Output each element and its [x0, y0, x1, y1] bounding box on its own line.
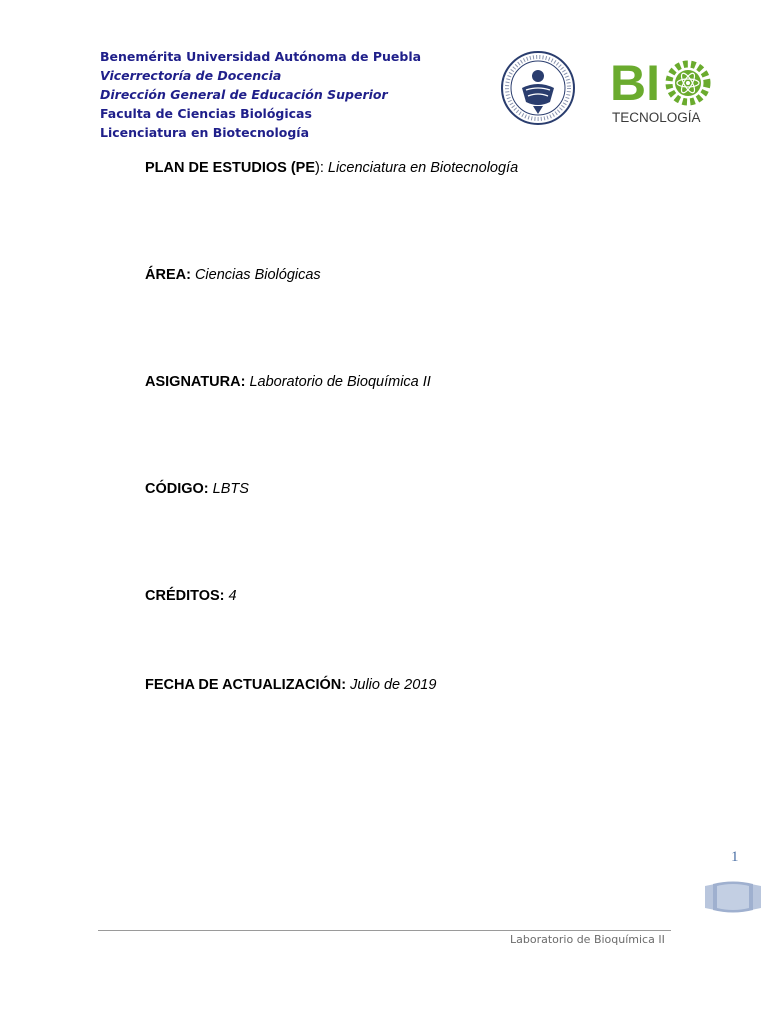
header-facultad: Faculta de Ciencias Biológicas [100, 106, 312, 121]
field-fecha-actualizacion [145, 677, 436, 693]
buap-seal-icon [500, 50, 576, 126]
field-asignatura [145, 374, 431, 390]
creditos-value: 4 [228, 588, 237, 604]
header-vicerrectoria: Vicerrectoría de Docencia [100, 68, 282, 83]
atom-gear-icon [669, 64, 707, 102]
fecha-value: Julio de 2019 [350, 677, 437, 693]
codigo-label: CÓDIGO: [145, 481, 209, 497]
asignatura-label: ASIGNATURA: [145, 374, 246, 390]
field-plan-estudios [145, 160, 518, 176]
page-tab-decoration [703, 880, 763, 914]
fecha-label: FECHA DE ACTUALIZACIÓN: [145, 677, 347, 693]
institution-header [100, 47, 421, 142]
field-creditos [145, 588, 237, 604]
field-codigo [145, 481, 249, 497]
header-university: Benemérita Universidad Autónoma de Puebla [100, 49, 422, 64]
header-direccion: Dirección General de Educación Superior [100, 87, 388, 102]
page-number: 1 [731, 849, 739, 865]
bio-logo-letters: BI [610, 55, 660, 111]
footer-divider [98, 930, 671, 931]
footer-document-title: Laboratorio de Bioquímica II [510, 933, 665, 946]
plan-label: PLAN DE ESTUDIOS (PE [145, 160, 315, 176]
area-label: ÁREA: [145, 267, 191, 283]
plan-label-tail: ): [315, 160, 324, 176]
header-licenciatura: Licenciatura en Biotecnología [100, 125, 310, 140]
creditos-label: CRÉDITOS: [145, 588, 225, 604]
asignatura-value: Laboratorio de Bioquímica II [249, 374, 431, 390]
codigo-value: LBTS [212, 481, 249, 497]
biotecnologia-logo [610, 54, 714, 126]
area-value: Ciencias Biológicas [194, 267, 321, 283]
plan-value: Licenciatura en Biotecnología [327, 160, 519, 176]
field-area [145, 267, 321, 283]
bio-logo-subtitle: TECNOLOGÍA [612, 110, 701, 125]
